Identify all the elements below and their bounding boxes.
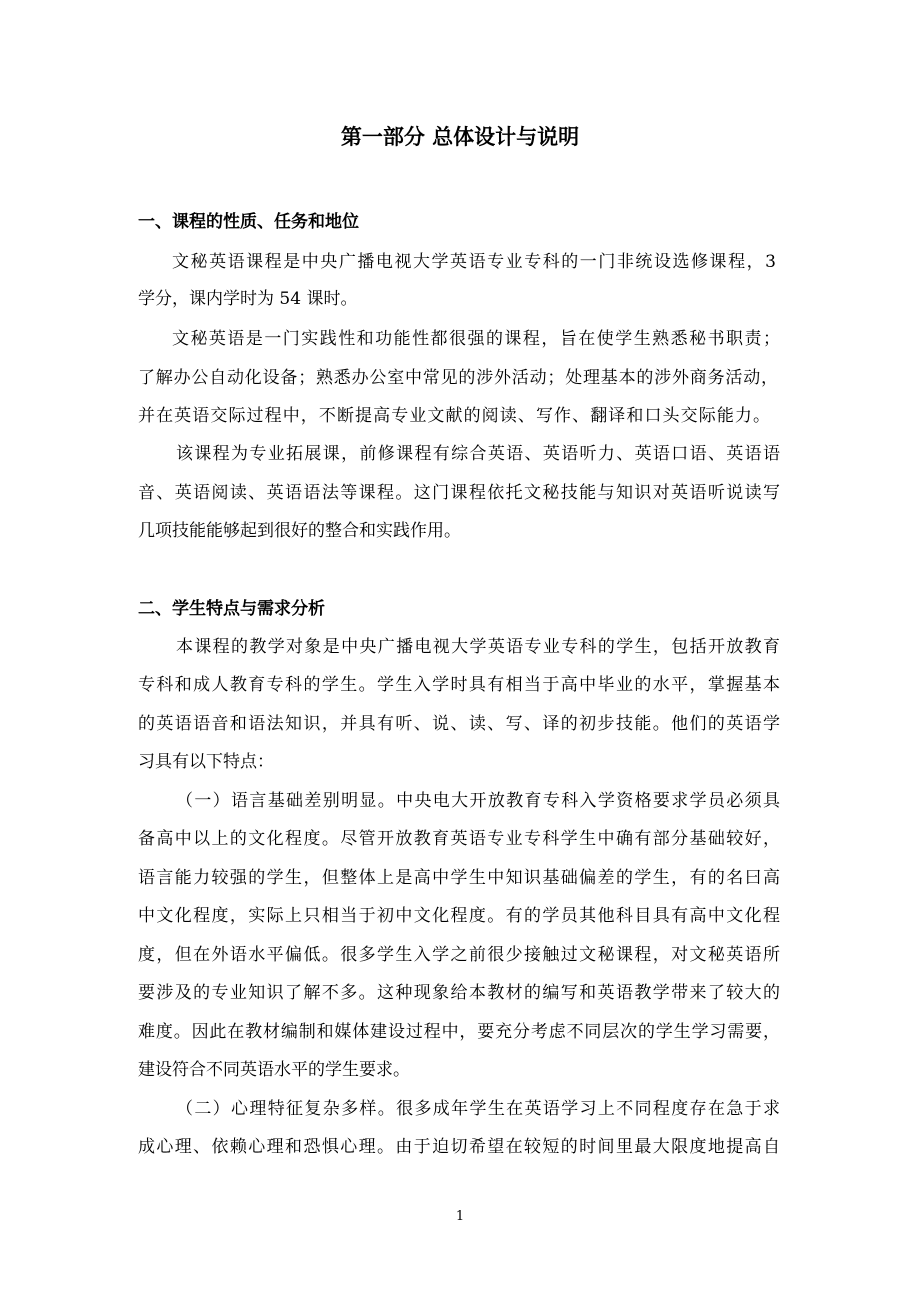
paragraph-line: 文秘英语是一门实践性和功能性都很强的课程，旨在使学生熟悉秘书职责； [172, 329, 780, 349]
paragraph-line: 习具有以下特点： [138, 752, 274, 772]
paragraph-line: 难度。因此在教材编制和媒体建设过程中，要充分考虑不同层次的学生学习需要， [138, 1022, 780, 1042]
paragraph-line: 并在英语交际过程中，不断提高专业文献的阅读、写作、翻译和口头交际能力。 [138, 406, 770, 426]
paragraph-line: 专科和成人教育专科的学生。学生入学时具有相当于高中毕业的水平，掌握基本 [138, 675, 780, 695]
paragraph-line: 中文化程度，实际上只相当于初中文化程度。有的学员其他科目具有高中文化程 [138, 906, 780, 926]
section-heading-2: 二、学生特点与需求分析 [138, 599, 325, 619]
paragraph-line: （一）语言基础差别明显。中央电大开放教育专科入学资格要求学员必须具 [176, 791, 780, 811]
paragraph-line: 本课程的教学对象是中央广播电视大学英语专业专科的学生，包括开放教育 [176, 637, 780, 657]
paragraph-line: 备高中以上的文化程度。尽管开放教育英语专业专科学生中确有部分基础较好， [138, 829, 780, 849]
page-number: 1 [455, 1209, 465, 1224]
paragraph-line: 语言能力较强的学生，但整体上是高中学生中知识基础偏差的学生，有的名曰高 [138, 868, 780, 888]
paragraph-line: 建设符合不同英语水平的学生要求。 [138, 1060, 410, 1080]
paragraph-line: （二）心理特征复杂多样。很多成年学生在英语学习上不同程度存在急于求 [176, 1099, 780, 1119]
paragraph-line: 的英语语音和语法知识，并具有听、说、读、写、译的初步技能。他们的英语学 [138, 714, 780, 734]
paragraph-line: 成心理、依赖心理和恐惧心理。由于迫切希望在较短的时间里最大限度地提高自 [138, 1137, 780, 1157]
paragraph-line: 几项技能能够起到很好的整合和实践作用。 [138, 521, 461, 541]
paragraph-line: 度，但在外语水平偏低。很多学生入学之前很少接触过文秘课程，对文秘英语所 [138, 945, 780, 965]
paragraph-line: 了解办公自动化设备；熟悉办公室中常见的涉外活动；处理基本的涉外商务活动， [138, 368, 778, 388]
paragraph-line: 要涉及的专业知识了解不多。这种现象给本教材的编写和英语教学带来了较大的 [138, 983, 780, 1003]
paragraph-line: 学分，课内学时为 54 课时。 [138, 289, 358, 309]
paragraph-line: 音、英语阅读、英语语法等课程。这门课程依托文秘技能与知识对英语听说读写 [138, 483, 780, 503]
section-heading-1: 一、课程的性质、任务和地位 [138, 212, 359, 232]
paragraph-line: 文秘英语课程是中央广播电视大学英语专业专科的一门非统设选修课程，3 [172, 252, 776, 272]
paragraph-line: 该课程为专业拓展课，前修课程有综合英语、英语听力、英语口语、英语语 [176, 444, 780, 464]
page-title: 第一部分 总体设计与说明 [340, 125, 580, 149]
